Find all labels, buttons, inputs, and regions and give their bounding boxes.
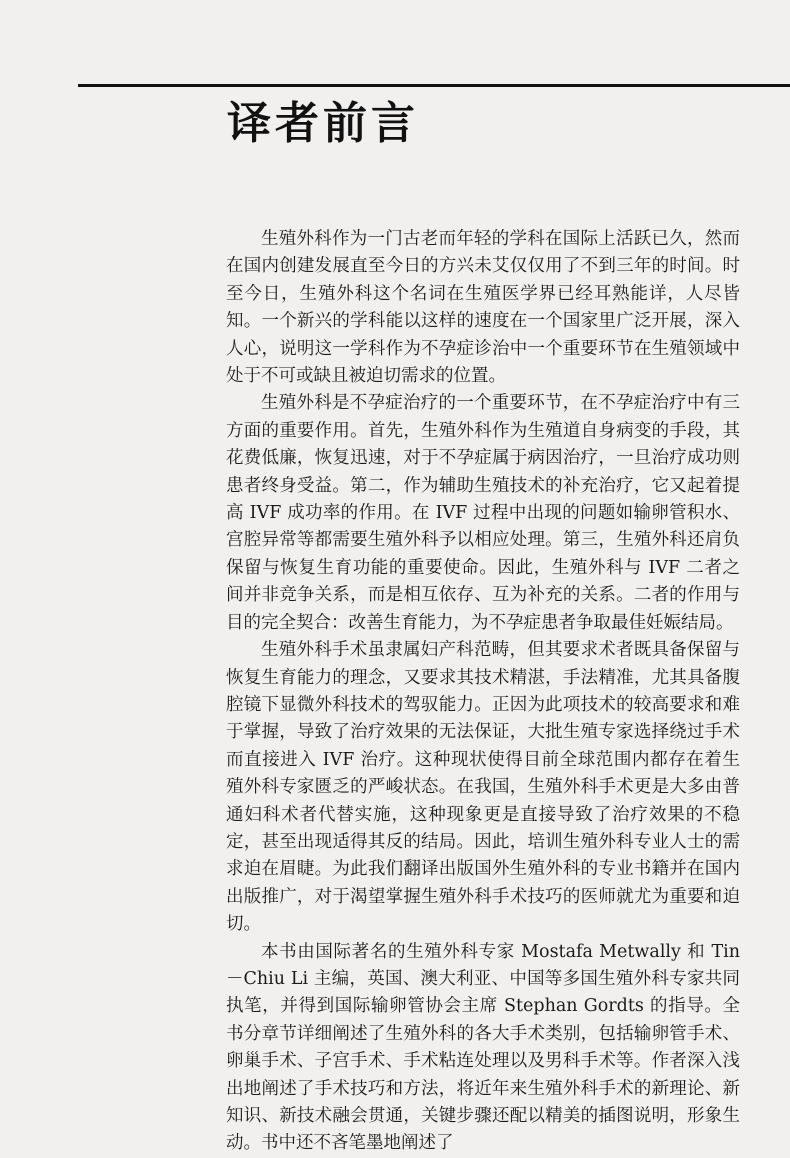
paragraph: 生殖外科手术虽隶属妇产科范畴，但其要求术者既具备保留与恢复生育能力的理念，又要求其技术精湛，手法精准，尤其具备腹腔镜下显微外科技术的驾驭能力。正因为此项技术的较高要求和难于掌握，导致了治疗效果的无法保证，大批生殖专家选择绕过手术而直接进入 IVF 治疗。这种现状使得目前全球范围内都存在着生殖外科专家匮乏的严峻状态。在我国，生殖外科手术更是大多由普通妇科术者代替实施，这种现象更是直接导致了治疗效果的不稳定，甚至出现适得其反的结局。因此，培训生殖外科专业人士的需求迫在眉睫。为此我们翻译出版国外生殖外科的专业书籍并在国内出版推广，对于渴望掌握生殖外科手术技巧的医师就尤为重要和迫切。 — [226, 640, 740, 935]
paragraph: 生殖外科作为一门古老而年轻的学科在国际上活跃已久，然而在国内创建发展直至今日的方兴未艾仅仅用了不到三年的时间。时至今日，生殖外科这个名词在生殖医学界已经耳熟能详，人尽皆知。一个新兴的学科能以这样的速度在一个国家里广泛开展，深入人心，说明这一学科作为不孕症诊治中一个重要环节在生殖领域中处于不可或缺且被迫切需求的位置。 — [226, 229, 740, 387]
page-title: 译者前言 — [227, 98, 419, 149]
preface-body — [226, 226, 740, 1158]
paragraph: 生殖外科是不孕症治疗的一个重要环节，在不孕症治疗中有三方面的重要作用。首先，生殖外科作为生殖道自身病变的手段，其花费低廉，恢复迅速，对于不孕症属于病因治疗，一旦治疗成功则患者终身受益。第二，作为辅助生殖技术的补充治疗，它又起着提高 IVF 成功率的作用。在 IVF 过程中出现的问题如输卵管积水、宫腔异常等都需要生殖外科予以相应处理。第三，生殖外科还肩负保留与恢复生育功能的重要使命。因此，生殖外科与 IVF 二者之间并非竞争关系，而是相互依存、互为补充的关系。二者的作用与目的完全契合：改善生育能力，为不孕症患者争取最佳妊娠结局。 — [226, 393, 740, 633]
paragraph: 本书由国际著名的生殖外科专家 Mostafa Metwally 和 Tin－Chiu Li 主编，英国、澳大利亚、中国等多国生殖外科专家共同执笔，并得到国际输卵管协会主席 Stephan Gordts 的指导。全书分章节详细阐述了生殖外科的各大手术类别，包括输卵管手术、卵巢手术、子宫手术、手术粘连处理以及男科手术等。作者深入浅出地阐述了手术技巧和方法，将近年来生殖外科手术的新理论、新知识、新技术融会贯通，关键步骤还配以精美的插图说明，形象生动。书中还不吝笔墨地阐述了 — [226, 941, 740, 1154]
header-rule — [78, 84, 790, 87]
